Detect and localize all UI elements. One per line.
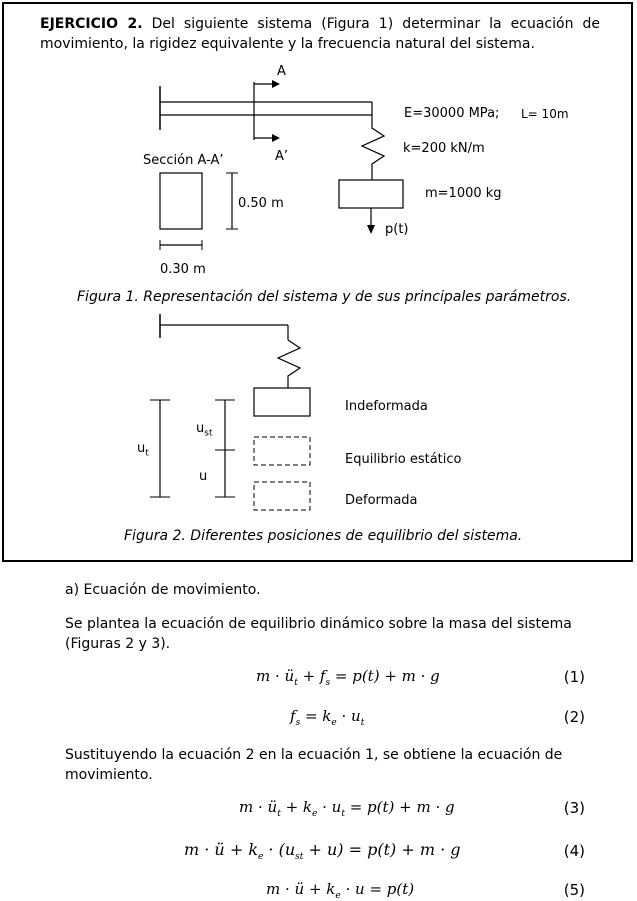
spring <box>362 115 384 180</box>
exercise-title: EJERCICIO 2. <box>40 16 143 32</box>
equation-2: $f_s = k_e \cdot u_t$ <box>290 707 365 728</box>
eq-number-3: (3) <box>563 799 585 817</box>
paragraph-equilibrium: Se plantea la ecuación de equilibrio dinámico sobre la masa del sistema (Figuras 2 y 3). <box>65 616 572 652</box>
stiffness-label: k=200 kN/m <box>403 141 485 156</box>
paragraph-substitution: Sustituyendo la ecuación 2 en la ecuación 1, se obtiene la ecuación de movimiento. <box>65 747 563 783</box>
u-label: u <box>199 469 208 484</box>
load-label: p(t) <box>385 222 409 237</box>
ut-label: $u_t$ <box>137 441 149 459</box>
position-undeformed: Indeformada <box>345 399 428 414</box>
cross-section <box>160 173 202 229</box>
mass-label: m=1000 kg <box>425 186 502 201</box>
equation-4: m · ü + $k_e \cdot (u_{st} + u) = p(t) + m \cdot g$ <box>184 840 461 863</box>
figure2-caption: Figura 2. Diferentes posiciones de equilibrio del sistema. <box>124 528 523 544</box>
position-equilibrium: Equilibrio estático <box>345 452 462 467</box>
equation-3: $m \cdot ü_t + k_e \cdot u_t = p(t) + m \cdot g$ <box>239 798 455 819</box>
figure1-caption: Figura 1. Representación del sistema y de sus principales parámetros. <box>77 289 572 305</box>
eq-number-5: (5) <box>563 881 585 899</box>
block-deformed <box>254 482 310 510</box>
modulus-label: E=30000 MPa; <box>404 106 500 121</box>
fig2-spring <box>278 340 300 388</box>
exercise-text: Del siguiente sistema (Figura 1) determinar la ecuación de movimiento, la rigidez equivalente y la frecuencia natural del sistema. <box>40 16 601 52</box>
block-equilibrium <box>254 437 310 465</box>
height-label: 0.50 m <box>238 196 284 211</box>
eq-number-4: (4) <box>563 842 585 860</box>
ust-label: $u_{st}$ <box>196 421 213 439</box>
equation-1: $m \cdot ü_t + f_s = p(t) + m \cdot g$ <box>256 667 440 688</box>
equation-5: m · ü + $k_e \cdot u = p(t)$ <box>266 880 415 901</box>
width-label: 0.30 m <box>160 262 206 277</box>
section-mark-top: A <box>277 64 286 79</box>
eq-number-2: (2) <box>563 708 585 726</box>
mass-block <box>339 180 403 208</box>
position-deformed: Deformada <box>345 493 418 508</box>
eq-number-1: (1) <box>563 668 585 686</box>
section-mark-bottom: A’ <box>275 149 289 164</box>
length-label: L= 10m <box>521 107 569 121</box>
block-undeformed <box>254 388 310 416</box>
section-label: Sección A-A’ <box>143 153 224 168</box>
section-a-heading: a) Ecuación de movimiento. <box>65 582 261 598</box>
